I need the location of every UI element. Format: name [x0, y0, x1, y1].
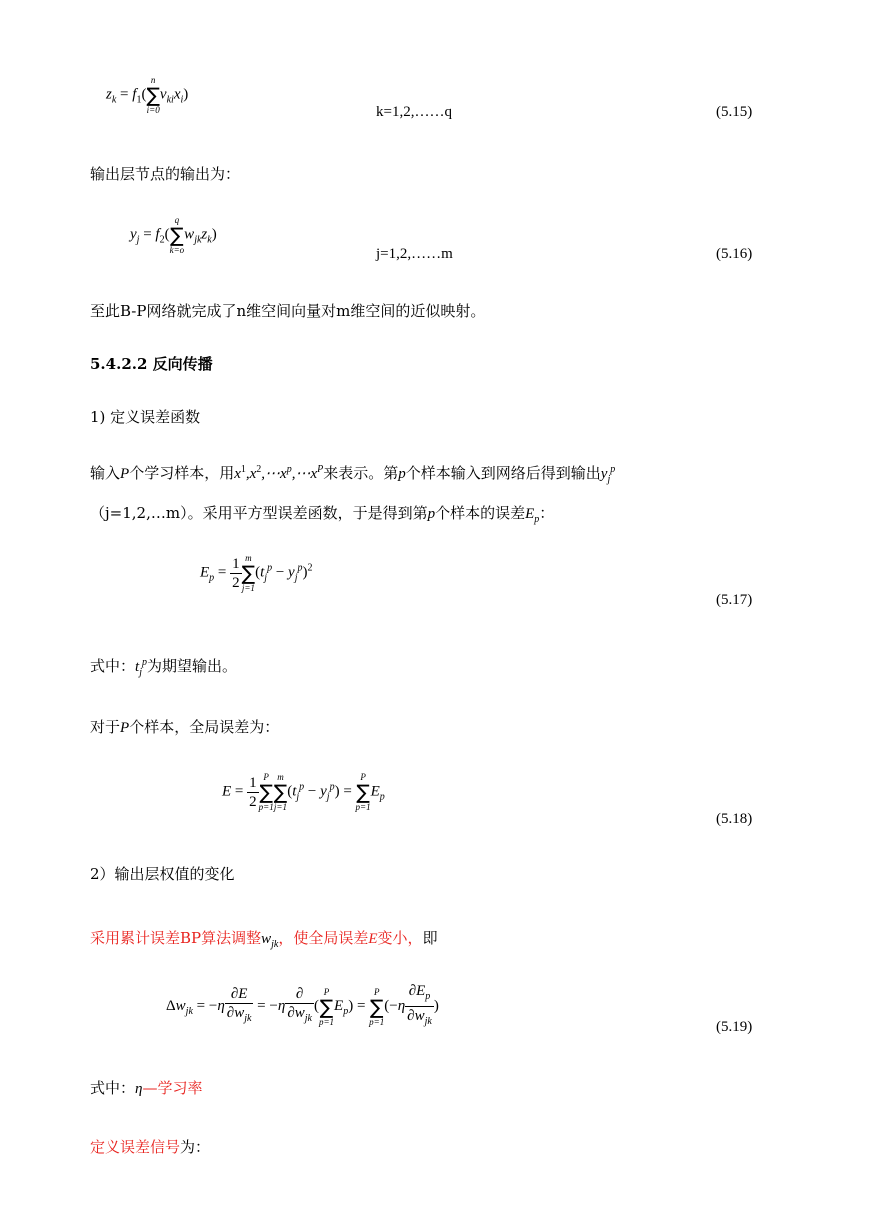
equation-5-18-number: (5.18) [716, 811, 753, 827]
equation-5-17: $E_p$ = $\frac{1}{2}$ m ∑ j=1 $(t_j^p - y_j^p)^2$ [200, 553, 313, 593]
paragraph-mapping: 至此B-P网络就完成了n维空间向量对m维空间的近似映射。 [90, 302, 486, 320]
equation-5-19-number: (5.19) [716, 1019, 753, 1035]
equation-5-19: $\Delta w_{jk} = -\eta$ $\frac{\partial E}{\partial w_{jk}}$ = −η $\frac{\partial}{\partial w_{jk}}$ ( P ∑ p=1 $E_p$) = P ∑ p=1 (−η $\frac{\partial E_p}{\partial w_{jk}}$ ) [166, 983, 439, 1027]
equation-5-16-number: (5.16) [716, 246, 753, 262]
list-item-define-error: 1) 定义误差函数 [90, 408, 201, 426]
equation-5-15-number: (5.15) [716, 104, 753, 120]
paragraph-error-signal: 定义误差信号为： [90, 1138, 211, 1156]
list-item-output-weights: 2）输出层权值的变化 [90, 865, 235, 883]
paragraph-learning-rate: 式中：η—学习率 [90, 1079, 203, 1097]
paragraph-global-error: 对于P个样本，全局误差为： [90, 718, 280, 736]
paragraph-output-layer: 输出层节点的输出为： [90, 165, 241, 183]
equation-5-18: E = $\frac{1}{2}$ P ∑ p=1 m ∑ j=1 $(t_j^p - y_j^p)$ = P ∑ p=1 $E_p$ [222, 772, 385, 812]
paragraph-expected-output: 式中：$t_j^p$为期望输出。 [90, 657, 237, 678]
section-heading: 5.4.2.2 反向传播 [90, 355, 213, 373]
equation-5-16-range: j=1,2,……m [376, 246, 453, 262]
equation-5-15-range: k=1,2,……q [376, 104, 452, 120]
paragraph-samples-line1: 输入P个学习样本，用$x^1,x^2,\cdots x^p,\cdots x^P$来表示。第p个样本输入到网络后得到输出$y_j^p$ [90, 464, 616, 485]
equation-5-16: $y_j = f_2$( q ∑ k=o $w_{jk}z_k$) [130, 215, 217, 255]
equation-5-15: $z_k = f_1$( n ∑ i=0 $v_{ki}x_i$) [106, 75, 189, 115]
paragraph-samples-line2: （j=1,2,…m）。采用平方型误差函数，于是得到第p个样本的误差$E_p$： [90, 504, 555, 525]
paragraph-bp-adjust: 采用累计误差BP算法调整$w_{jk}$，使全局误差E变小，即 [90, 929, 438, 950]
equation-5-17-number: (5.17) [716, 592, 753, 608]
